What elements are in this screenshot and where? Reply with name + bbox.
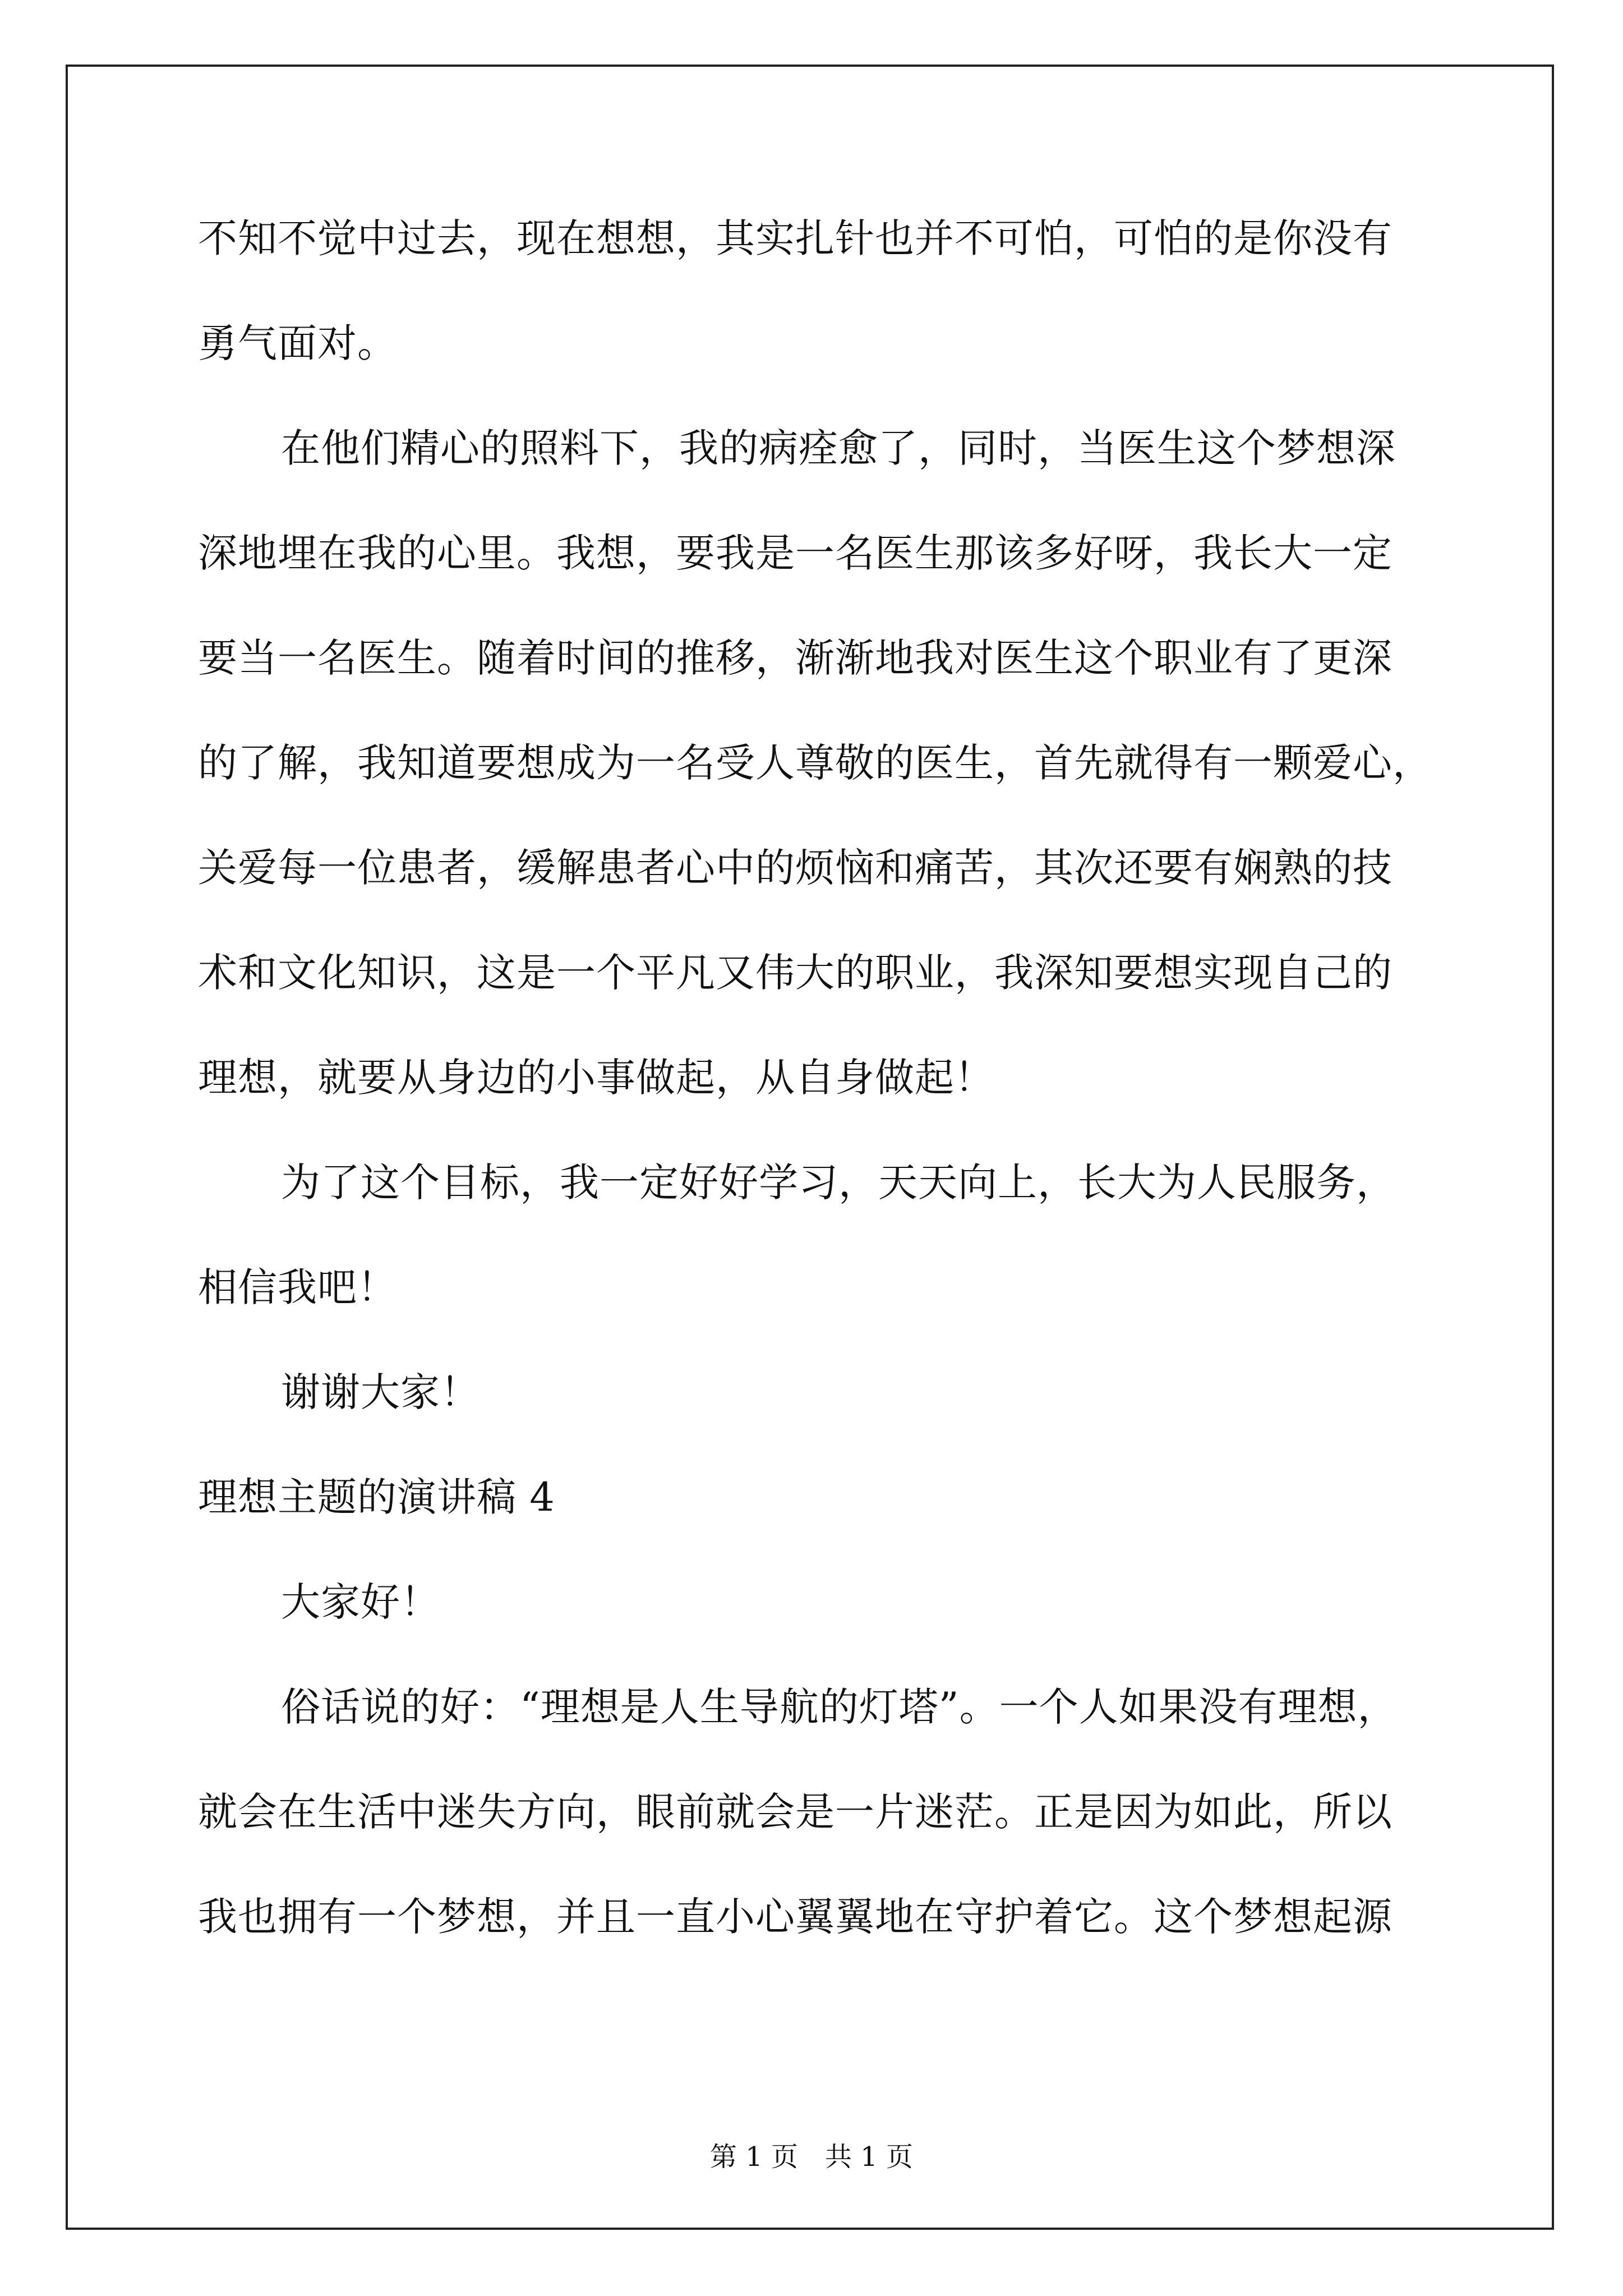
text-line: 就会在生活中迷失方向，眼前就会是一片迷茫。正是因为如此，所以	[198, 1789, 1393, 1835]
text-line: 相信我吧！	[198, 1264, 397, 1310]
text-line: 深地埋在我的心里。我想，要我是一名医生那该多好呀，我长大一定	[198, 530, 1393, 576]
section-heading: 理想主题的演讲稿 4	[198, 1474, 555, 1520]
text-line: 不知不觉中过去，现在想想，其实扎针也并不可怕，可怕的是你没有	[198, 215, 1393, 261]
text-line: 理想，就要从身边的小事做起，从自身做起！	[198, 1055, 994, 1101]
paragraph-start-line: 在他们精心的照料下，我的病痊愈了，同时，当医生这个梦想深	[281, 425, 1396, 471]
paragraph-start-line: 俗话说的好：“理想是人生导航的灯塔”。一个人如果没有理想，	[281, 1684, 1398, 1730]
page-number-footer: 第 1 页 共 1 页	[709, 2141, 914, 2173]
text-line: 术和文化知识，这是一个平凡又伟大的职业，我深知要想实现自己的	[198, 950, 1393, 996]
text-line: 要当一名医生。随着时间的推移，渐渐地我对医生这个职业有了更深	[198, 635, 1393, 681]
text-line: 的了解，我知道要想成为一名受人尊敬的医生，首先就得有一颗爱心，	[198, 740, 1432, 786]
text-line: 勇气面对。	[198, 320, 397, 366]
text-line: 我也拥有一个梦想，并且一直小心翼翼地在守护着它。这个梦想起源	[198, 1894, 1393, 1940]
paragraph-start-line: 谢谢大家！	[281, 1369, 480, 1415]
paragraph-start-line: 为了这个目标，我一定好好学习，天天向上，长大为人民服务，	[281, 1159, 1396, 1205]
text-line: 关爱每一位患者，缓解患者心中的烦恼和痛苦，其次还要有娴熟的技	[198, 845, 1393, 891]
greeting-line: 大家好！	[281, 1579, 440, 1625]
